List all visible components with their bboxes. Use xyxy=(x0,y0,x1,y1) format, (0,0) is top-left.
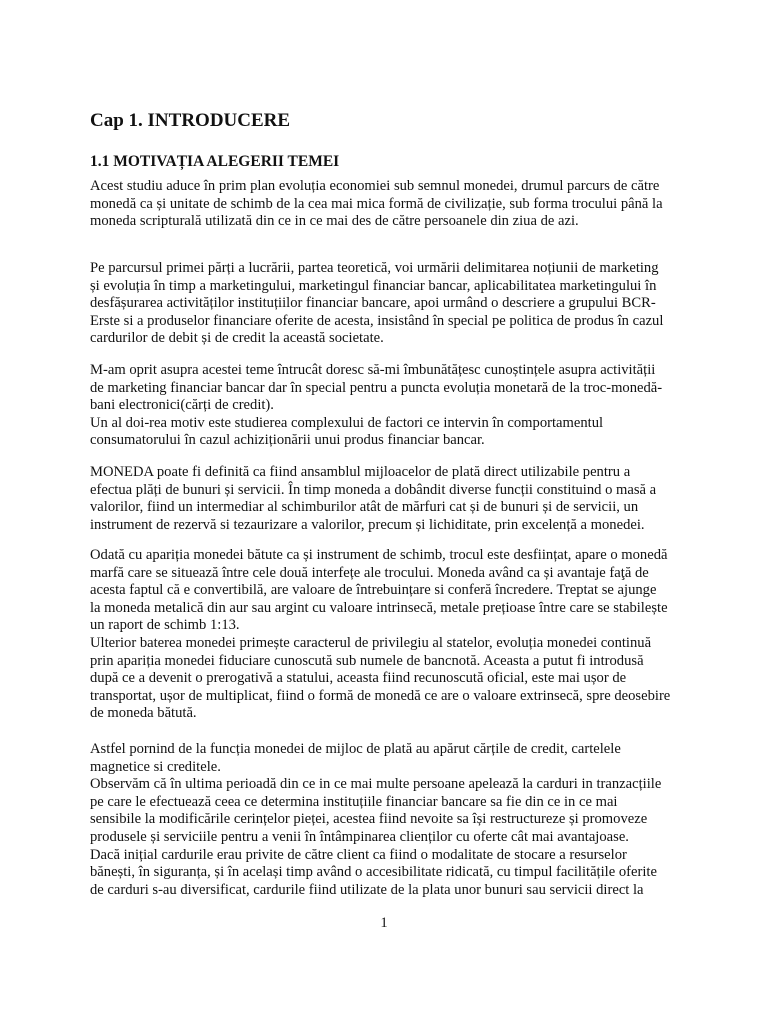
text-line: pe care le efectuează ceea ce determina instituțiile financiar bancare sa fie din ce in ce mai xyxy=(90,793,618,810)
paragraph xyxy=(90,464,690,534)
text-line: bănești, în siguranța, și în același timp având o accesibilitate ridicată, cu timpul facilitățile oferite xyxy=(90,864,657,881)
text-line: un raport de schimb 1:13. xyxy=(90,617,240,634)
text-line: desfășurarea activităților instituțiilor financiar bancare, apoi urmând o descriere a grupului BCR- xyxy=(90,295,656,312)
text-line: monedă ca și unitate de schimb de la cea mai mica formă de civilizație, sub forma trocului până la xyxy=(90,195,663,212)
text-line: transportat, ușor de multiplicat, fiind o formă de monedă ce are o valoare extrinsecă, spre deosebire xyxy=(90,687,671,704)
text-line: Astfel pornind de la funcția monedei de mijloc de plată au apărut cărțile de credit, cartelele xyxy=(90,741,621,757)
text-line: de marketing financiar bancar dar în special pentru a puncta evoluția monetară de la troc-monedă- xyxy=(90,379,663,396)
paragraph xyxy=(90,741,690,899)
page-number: 1 xyxy=(380,915,388,931)
text-line: Erste si a produselor financiare oferite de acesta, insistând în special pe politica de produs în cazul xyxy=(90,312,664,329)
chapter-title: Cap 1. INTRODUCERE xyxy=(90,110,291,131)
text-line: la moneda metalică din aur sau argint cu valoare intrinsecă, metale prețioase între care se stabilește xyxy=(90,599,668,616)
text-line: Pe parcursul primei părți a lucrării, partea teoretică, voi urmării delimitarea noțiunii de marketing xyxy=(90,260,659,276)
text-line: cardurilor de debit și de credit la această societate. xyxy=(90,330,384,347)
text-line: Ulterior baterea monedei primește caracterul de privilegiu al statelor, evoluția monedei continuă xyxy=(90,634,652,651)
text-line: Un al doi-rea motiv este studierea complexului de factori ce intervin în comportamentul xyxy=(90,414,604,431)
text-line: M-am oprit asupra acestei teme întrucât doresc să-mi îmbunătățesc cunoștințele asupra activității xyxy=(90,362,656,378)
text-line: marfă care se situează între cele două interfețe ale trocului. Moneda având ca și avantaje faţă de xyxy=(90,564,649,581)
text-line: de moneda bătută. xyxy=(90,705,197,722)
paragraph xyxy=(90,260,690,348)
text-line: și evoluția în timp a marketingului, marketingul financiar bancar, aplicabilitatea marketingului în xyxy=(90,277,657,294)
text-line: bani electronici(cărți de credit). xyxy=(90,397,274,414)
section-title: 1.1 MOTIVAȚIA ALEGERII TEMEI xyxy=(90,153,340,170)
paragraph xyxy=(90,547,690,723)
text-line: produsele și serviciile pentru a venii în întâmpinarea clienților cu oferte cât mai avantajoase. xyxy=(90,828,629,845)
text-line: Odată cu apariția monedei bătute ca și instrument de schimb, trocul este desființat, apare o monedă xyxy=(90,547,668,563)
text-line: valorilor, fiind un intermediar al schimburilor atât de mărfuri cat și de bunuri și de servicii, un xyxy=(90,499,639,516)
text-line: acesta faptul că e convertibilă, are valoare de întrebuințare si conferă încredere. Treptat se ajunge xyxy=(90,582,657,599)
text-line: de carduri s-au diversificat, cardurile fiind utilizate de la plata unor bunuri sau servicii direct la xyxy=(90,881,644,898)
text-line: sensibile la modificările cerințelor pieței, acestea fiind nevoite sa își restructureze și promoveze xyxy=(90,811,648,828)
text-line: Dacă inițial cardurile erau privite de către client ca fiind o modalitate de stocare a resurselor xyxy=(90,846,627,863)
paragraph xyxy=(90,178,690,231)
text-line: efectua plăți de bunuri și servicii. În timp moneda a dobândit diverse funcții constituind o masă a xyxy=(90,481,657,498)
text-line: consumatorului în cazul achiziționării unui produs financiar bancar. xyxy=(90,432,485,449)
text-line: MONEDA poate fi definită ca fiind ansamblul mijloacelor de plată direct utilizabile pentru a xyxy=(90,464,631,480)
text-line: după ce a devenit o prerogativă a statului, aceasta fiind recunoscută oficial, este mai ușor de xyxy=(90,670,627,687)
text-line: Acest studiu aduce în prim plan evoluția economiei sub semnul monedei, drumul parcurs de către xyxy=(90,178,660,194)
text-line: Observăm că în ultima perioadă din ce in ce mai multe persoane apelează la carduri in tranzacțiile xyxy=(90,776,662,793)
text-line: instrument de rezervă si tezaurizare a valorilor, precum și lichiditate, prin excelență a monedei. xyxy=(90,516,645,533)
text-line: prin apariția monedei fiduciare cunoscută sub numele de bancnotă. Aceasta a putut fi introdusă xyxy=(90,652,644,669)
paragraph xyxy=(90,362,690,450)
text-line: magnetice si creditele. xyxy=(90,758,221,775)
text-line: moneda scripturală utilizată din ce in ce mai des de către persoanele din ziua de azi. xyxy=(90,213,579,230)
